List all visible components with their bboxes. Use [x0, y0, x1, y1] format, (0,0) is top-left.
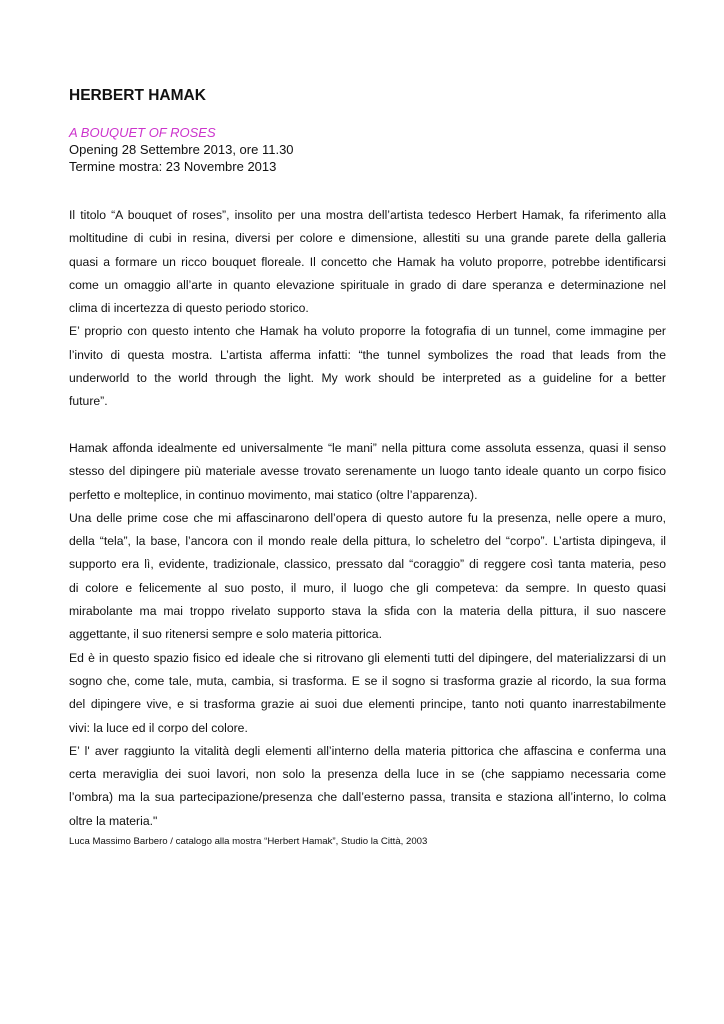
- text-line: Il titolo “A bouquet of roses”, insolito per una mostra dell’artista tedesco Herbert Hamak, fa riferimento alla: [69, 208, 666, 222]
- text-line: di colore e felicemente al suo posto, il muro, il luogo che gli competeva: da sempre. In questo quasi: [69, 580, 666, 595]
- text-line: future”.: [69, 394, 108, 409]
- text-line: vivi: la luce ed il corpo del colore.: [69, 720, 248, 735]
- text-line: Hamak affonda idealmente ed universalmente “le mani” nella pittura come assoluta essenza, quasi il senso: [69, 440, 666, 455]
- document-title: HERBERT HAMAK: [69, 87, 206, 104]
- text-line: underworld to the world through the light. My work should be interpreted as a guideline for a better: [69, 371, 666, 386]
- text-line: Una delle prime cose che mi affascinarono dell’opera di questo autore fu la presenza, nelle opere a muro,: [69, 510, 666, 525]
- document-page: [69, 86, 666, 849]
- opening-date: Opening 28 Settembre 2013, ore 11.30: [69, 142, 294, 157]
- paragraph-1: [69, 204, 666, 320]
- paragraph-4: [69, 507, 666, 647]
- text-line: E’ proprio con questo intento che Hamak ha voluto proporre la fotografia di un tunnel, come immagine per: [69, 324, 666, 339]
- text-line: l’ombra) ma la sua partecipazione/presenza che dall’esterno passa, transita e staziona all’interno, lo colma: [69, 790, 666, 805]
- text-line: certa meraviglia dei suoi lavori, non solo la presenza della luce in se (che sappiamo necessaria come: [69, 767, 666, 782]
- body-text: [69, 204, 666, 833]
- paragraph-6: [69, 740, 666, 833]
- exhibition-title: A BOUQUET OF ROSES: [69, 125, 216, 140]
- text-line: stesso del dipingere più materiale avesse trovato serenamente un luogo tanto ideale quanto un corpo fisico: [69, 464, 666, 479]
- text-line: l’invito di questa mostra. L’artista afferma infatti: “the tunnel symbolizes the road that leads from the: [69, 347, 666, 362]
- text-line: della “tela”, la base, l’ancora con il mondo reale della pittura, lo scheletro del “corpo”. L’artista dipingeva, il: [69, 534, 666, 549]
- text-line: quasi a formare un ricco bouquet floreale. Il concetto che Hamak ha voluto proporre, potrebbe identificarsi: [69, 254, 666, 269]
- text-line: sogno che, come tale, muta, cambia, si trasforma. E se il sogno si trasforma grazie al ricordo, la sua forma: [69, 673, 666, 688]
- paragraph-spacer: [69, 414, 666, 437]
- text-line: Ed è in questo spazio fisico ed ideale che si ritrovano gli elementi tutti del dipingere, del materializzarsi di un: [69, 650, 666, 665]
- paragraph-3: [69, 437, 666, 507]
- paragraph-2: [69, 320, 666, 413]
- text-line: E’ l' aver raggiunto la vitalità degli elementi all’interno della materia pittorica che affascina e conferma una: [69, 743, 666, 758]
- text-line: aggettante, il suo ritenersi sempre e solo materia pittorica.: [69, 627, 382, 642]
- closing-date: Termine mostra: 23 Novembre 2013: [69, 159, 277, 174]
- text-line: supporto era lì, evidente, tradizionale, classico, pressato dal “coraggio” di reggere così tanta materia, peso: [69, 557, 666, 572]
- citation-caption: Luca Massimo Barbero / catalogo alla mostra “Herbert Hamak”, Studio la Città, 2003: [69, 836, 428, 848]
- text-line: perfetto e molteplice, in continuo movimento, mai statico (oltre l’apparenza).: [69, 487, 478, 502]
- paragraph-5: [69, 647, 666, 740]
- text-line: come un omaggio all’arte in quanto elevazione spirituale in grado di dare speranza e determinazione nel: [69, 277, 666, 292]
- text-line: mirabolante ma mai troppo rivelato supporto stava la sfida con la materia della pittura, il suo nascere: [69, 604, 666, 619]
- text-line: moltitudine di cubi in resina, diversi per colore e dimensione, allestiti su una grande parete della galleria: [69, 231, 666, 246]
- text-line: clima di incertezza di questo periodo storico.: [69, 301, 309, 316]
- text-line: oltre la materia.": [69, 813, 158, 828]
- text-line: del dipingere vive, e si trasforma grazie ai suoi due elementi principe, tanto noti quanto inarrestabilmente: [69, 697, 666, 712]
